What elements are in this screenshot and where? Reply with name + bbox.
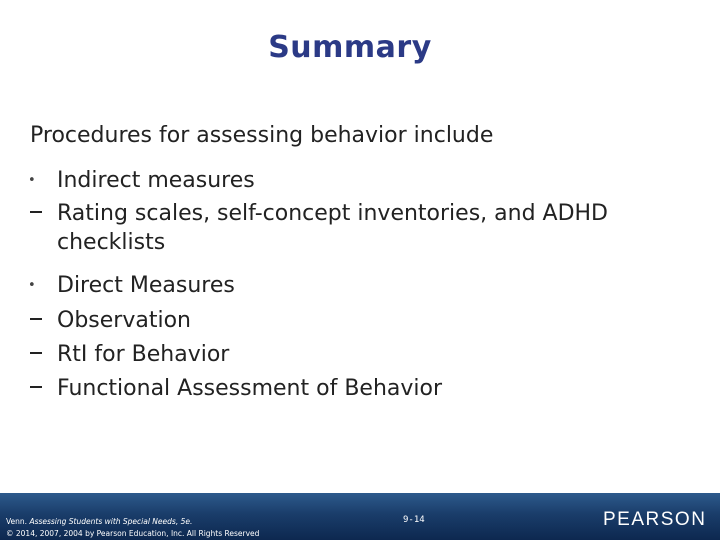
page-number: 9-14	[403, 515, 425, 525]
bullet-dot-icon: •	[28, 278, 36, 293]
footer-book-title: Assessing Students with Special Needs, 5e.	[29, 517, 193, 526]
intro-text: Procedures for assessing behavior include	[30, 123, 494, 148]
slide-title: Summary	[268, 30, 432, 65]
subitem-text: Functional Assessment of Behavior	[57, 376, 443, 401]
subitem-text: Observation	[57, 308, 191, 333]
footer-book-line	[6, 516, 259, 528]
subitem-text: RtI for Behavior	[57, 342, 230, 367]
footer-copyright: © 2014, 2007, 2004 by Pearson Education, Inc. All Rights Reserved	[6, 529, 260, 538]
footer-author: Venn.	[6, 517, 30, 526]
subitem-text: checklists	[57, 230, 166, 255]
bullet-label: Direct Measures	[57, 273, 235, 298]
bullet-label: Indirect measures	[57, 168, 255, 193]
pearson-logo: PEARSON	[603, 509, 707, 530]
bullet-dot-icon: •	[28, 173, 36, 188]
footer-citation	[6, 516, 259, 540]
dash-icon	[30, 386, 42, 388]
dash-icon	[30, 352, 42, 354]
dash-icon	[30, 318, 42, 320]
dash-icon	[30, 211, 42, 213]
subitem-text: Rating scales, self-concept inventories, and ADHD	[57, 201, 608, 226]
